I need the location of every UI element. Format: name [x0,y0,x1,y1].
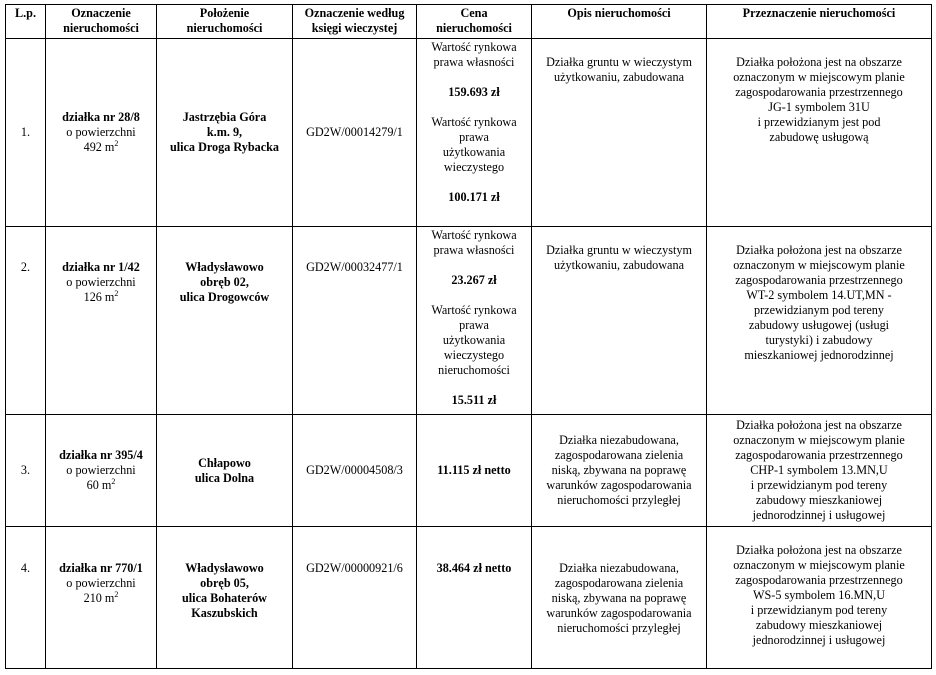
area-unit-superscript: 2 [114,139,119,148]
location-line: ulica Bohaterów [182,591,267,605]
purpose-line: zabudowy usługowej (usługi [748,318,890,332]
purpose-line: CHP-1 symbolem 13.MN,U [750,463,888,477]
header-lp-label: L.p. [14,6,36,20]
purpose-line: Działka położona jest na obszarze [736,418,902,432]
area-value-number: 126 m [83,290,115,304]
table-row [6,39,932,227]
description-line: nieruchomości przyległej [557,621,681,635]
price-perpetual-value: 100.171 zł [448,190,500,204]
purpose-line: i przewidzianym pod tereny [750,603,888,617]
description-line: Działka niezabudowana, [559,433,679,447]
plot-number: działka nr 1/42 [62,260,140,274]
location-line: Władysławowo [185,561,264,575]
row-lp [6,415,46,527]
header-oznaczenie [46,5,157,39]
price-label-line: prawa własności [433,55,515,69]
header-przeznaczenie [707,5,932,39]
price-label-line: Wartość rynkowa [431,40,517,54]
header-oznaczenie-line2: nieruchomości [63,21,139,35]
purpose-line: zabudowę usługową [769,130,869,144]
purpose-line: Działka położona jest na obszarze [736,243,902,257]
purpose-line: JG-1 symbolem 31U [768,100,870,114]
header-row [6,5,932,39]
area-value-number: 60 m [86,478,112,492]
description-line: zagospodarowana zielenia [554,576,684,590]
location-line: ulica Dolna [194,470,255,485]
purpose-line: i przewidzianym jest pod [757,115,881,129]
price-label-line: użytkowania [442,333,506,347]
price-label-line: użytkowania [442,145,506,159]
purpose-line: zagospodarowania przestrzennego [735,273,903,287]
price-ownership-value: 159.693 zł [448,85,500,99]
row-location [157,415,293,527]
description-line: Działka gruntu w wieczystym [546,243,692,257]
area-value-number: 210 m [83,591,115,605]
row-price [417,227,532,415]
purpose-line: jednorodzinnej i usługowej [752,633,886,647]
row-location [157,227,293,415]
description-line: użytkowaniu, zabudowana [554,258,684,272]
location-line: ulica Drogowców [179,290,270,304]
price-net-value: 11.115 zł netto [437,463,511,477]
row-kw [293,227,417,415]
location-line: obręb 02, [200,275,249,289]
header-cena-line1: Cena [460,6,488,20]
area-value-number: 492 m [83,140,115,154]
header-lp [6,5,46,39]
location-line: k.m. 9, [206,125,243,139]
description-line: warunków zagospodarowania [546,606,692,620]
plot-number: działka nr 770/1 [59,561,143,575]
description-line: zagospodarowana zielenia [554,448,684,462]
price-label-line: Wartość rynkowa [431,115,517,129]
property-table [5,4,932,669]
row-lp [6,227,46,415]
location-line: Chłapowo [198,455,251,470]
header-cena-line2: nieruchomości [436,21,512,35]
kw-number: GD2W/00032477/1 [306,260,403,274]
row-price [417,527,532,669]
location-line: ulica Droga Rybacka [169,140,280,154]
header-oznaczenie-line1: Oznaczenie [71,6,131,20]
description-line: nieruchomości przyległej [557,493,681,507]
area-unit-superscript: 2 [114,289,119,298]
description-line: niską, zbywana na poprawę [551,591,687,605]
header-cena [417,5,532,39]
header-kw-line1: Oznaczenie według [304,6,405,20]
price-net-value: 38.464 zł netto [436,561,512,575]
row-plot [46,527,157,669]
purpose-line: Działka położona jest na obszarze [736,543,902,557]
description-line: użytkowaniu, zabudowana [554,70,684,84]
price-label-line: prawa własności [433,243,515,257]
row-description [532,415,707,527]
area-value [49,140,153,155]
purpose-line: zagospodarowania przestrzennego [735,85,903,99]
row-description [532,39,707,227]
row-kw [293,39,417,227]
purpose-line: mieszkaniowej jednorodzinnej [744,348,894,362]
purpose-line: zabudowy mieszkaniowej [755,493,883,507]
table-row [6,227,932,415]
price-label-line: nieruchomości [438,363,510,377]
purpose-line: przewidzianym pod tereny [754,303,884,317]
row-price [417,39,532,227]
row-description [532,527,707,669]
row-purpose [707,39,932,227]
row-description [532,227,707,415]
header-polozenie-line2: nieruchomości [186,21,263,35]
purpose-line: turystyki) i zabudowy [765,333,873,347]
purpose-line: Działka położona jest na obszarze [736,55,902,69]
header-przeznaczenie-label: Przeznaczenie nieruchomości [742,6,896,20]
row-lp-value: 3. [20,463,31,477]
purpose-line: oznaczonym w miejscowym planie [733,70,905,84]
area-label: o powierzchni [66,125,136,139]
header-kw-line2: księgi wieczystej [311,21,398,35]
purpose-line: oznaczonym w miejscowym planie [733,258,905,272]
purpose-line: WS-5 symbolem 16.MN,U [752,588,886,602]
row-lp-value: 2. [20,260,31,274]
purpose-line: zagospodarowania przestrzennego [735,573,903,587]
location-line: Jastrzębia Góra [182,110,267,124]
row-lp-value: 1. [20,125,31,139]
row-purpose [707,227,932,415]
area-unit-superscript: 2 [111,477,116,486]
row-plot [46,227,157,415]
header-opis [532,5,707,39]
header-polozenie [157,5,293,39]
location-line: Władysławowo [185,260,264,274]
row-lp [6,39,46,227]
row-lp [6,527,46,669]
header-opis-label: Opis nieruchomości [567,6,671,20]
row-plot [46,415,157,527]
header-polozenie-line1: Położenie [199,6,250,20]
area-label: o powierzchni [66,463,136,477]
row-kw [293,415,417,527]
row-plot [46,39,157,227]
price-ownership-value: 23.267 zł [451,273,497,287]
purpose-line: oznaczonym w miejscowym planie [733,558,905,572]
row-location [157,527,293,669]
plot-number: działka nr 395/4 [59,448,143,462]
description-line: Działka gruntu w wieczystym [546,55,692,69]
price-label-line: prawa [459,130,489,144]
price-perpetual-value: 15.511 zł [451,393,497,407]
area-value [49,478,153,493]
purpose-line: jednorodzinnej i usługowej [752,508,886,522]
description-line: Działka niezabudowana, [559,561,679,575]
row-lp-value: 4. [20,561,31,575]
purpose-line: zagospodarowania przestrzennego [735,448,903,462]
price-label-line: Wartość rynkowa [431,303,517,317]
row-kw [293,527,417,669]
row-location [157,39,293,227]
purpose-line: i przewidzianym pod tereny [750,478,888,492]
price-label-line: Wartość rynkowa [431,228,517,242]
location-line: obręb 05, [200,576,249,590]
purpose-line: zabudowy mieszkaniowej [755,618,883,632]
area-label: o powierzchni [66,275,136,289]
plot-number: działka nr 28/8 [62,110,140,124]
price-label-line: wieczystego [443,160,505,174]
row-purpose [707,527,932,669]
price-label-line: prawa [459,318,489,332]
row-price [417,415,532,527]
description-line: niską, zbywana na poprawę [551,463,687,477]
purpose-line: WT-2 symbolem 14.UT,MN - [746,288,892,302]
table-row [6,415,932,527]
kw-number: GD2W/00004508/3 [306,463,403,477]
area-value [49,591,153,606]
kw-number: GD2W/00000921/6 [306,561,403,575]
row-purpose [707,415,932,527]
area-label: o powierzchni [66,576,136,590]
price-label-line: wieczystego [443,348,505,362]
table-row [6,527,932,669]
description-line: warunków zagospodarowania [546,478,692,492]
location-line: Kaszubskich [191,606,258,620]
area-value [49,290,153,305]
header-kw [293,5,417,39]
area-unit-superscript: 2 [114,590,119,599]
purpose-line: oznaczonym w miejscowym planie [733,433,905,447]
kw-number: GD2W/00014279/1 [306,125,403,139]
